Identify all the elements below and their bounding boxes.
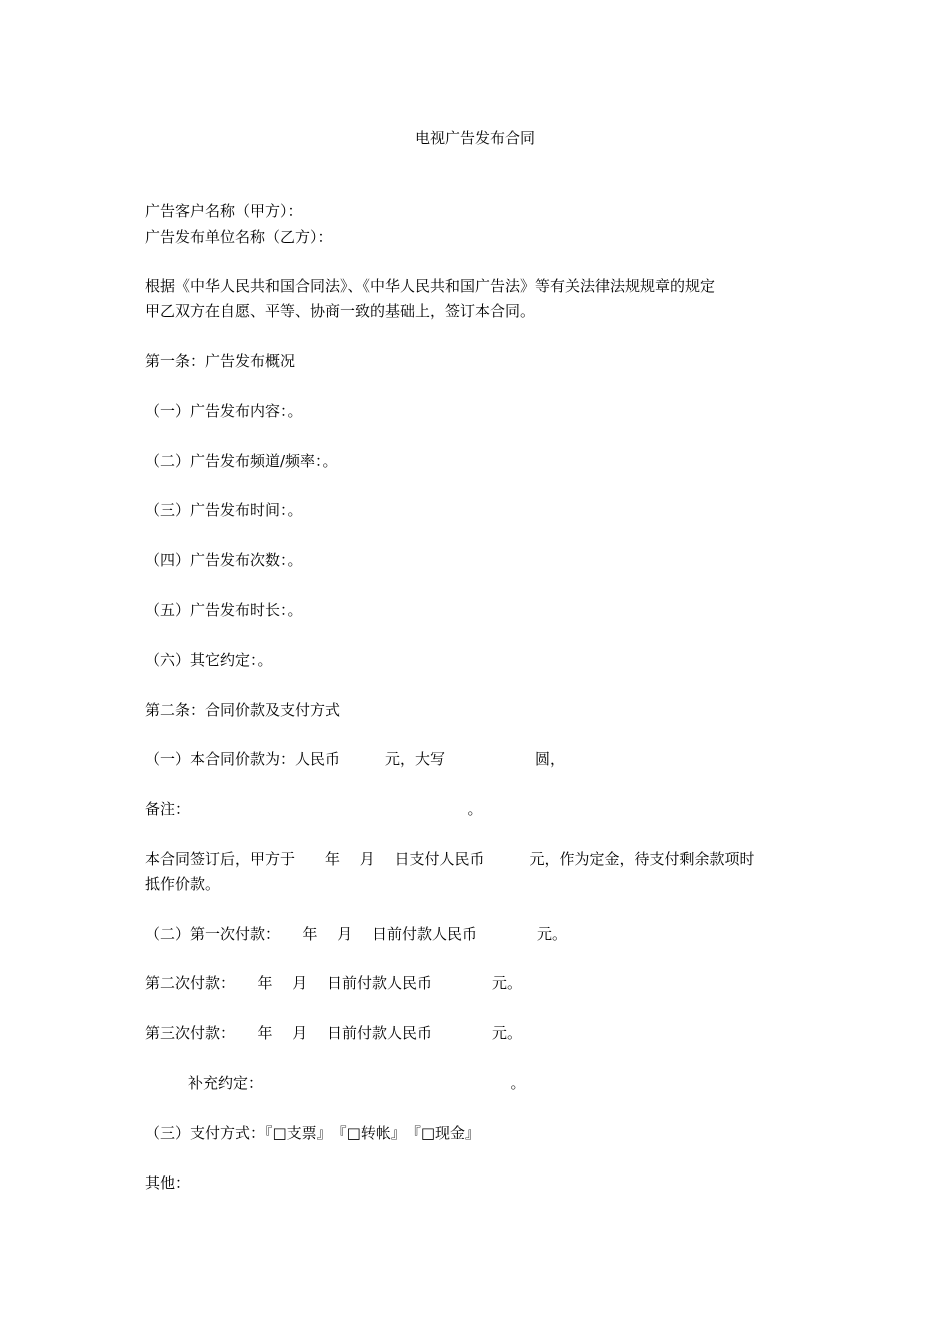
party-a-line: 广告客户名称（甲方）： [145, 202, 303, 220]
article-1-item-6: （六）其它约定：。 [145, 651, 273, 669]
payment-method-line: （三）支付方式：『□支票』 『□转帐』 『□现金』 [145, 1124, 481, 1142]
document-title: 电视广告发布合同 [414, 129, 535, 147]
intro-line-1: 根据《中华人民共和国合同法》、《中华人民共和国广告法》等有关法律法规规章的规定 [145, 277, 716, 295]
party-b-line: 广告发布单位名称（乙方）： [145, 228, 333, 246]
article-1-item-2: （二）广告发布频道/频率：。 [145, 452, 338, 470]
deposit-line-2: 抵作价款。 [145, 875, 221, 893]
other-line: 其他： [145, 1174, 191, 1192]
article-1-item-5: （五）广告发布时长：。 [145, 601, 303, 619]
deposit-line-1: 本合同签订后，甲方于 年 月 日支付人民币 元，作为定金，待支付剩余款项时 [145, 850, 755, 868]
article-1-item-3: （三）广告发布时间：。 [145, 501, 303, 519]
article-1-heading: 第一条：广告发布概况 [145, 352, 296, 370]
first-payment-line: （二）第一次付款： 年 月 日前付款人民币 元。 [145, 925, 568, 943]
intro-line-2: 甲乙双方在自愿、平等、协商一致的基础上，签订本合同。 [145, 302, 536, 320]
article-1-item-4: （四）广告发布次数：。 [145, 551, 303, 569]
article-2-heading: 第二条：合同价款及支付方式 [145, 701, 341, 719]
supplement-line: 补充约定： 。 [188, 1074, 526, 1092]
remark-line: 备注： 。 [145, 800, 483, 818]
second-payment-line: 第二次付款： 年 月 日前付款人民币 元。 [145, 974, 523, 992]
contract-price-line: （一）本合同价款为：人民币 元，大写 圆， [145, 750, 566, 768]
third-payment-line: 第三次付款： 年 月 日前付款人民币 元。 [145, 1024, 523, 1042]
article-1-item-1: （一）广告发布内容：。 [145, 402, 303, 420]
